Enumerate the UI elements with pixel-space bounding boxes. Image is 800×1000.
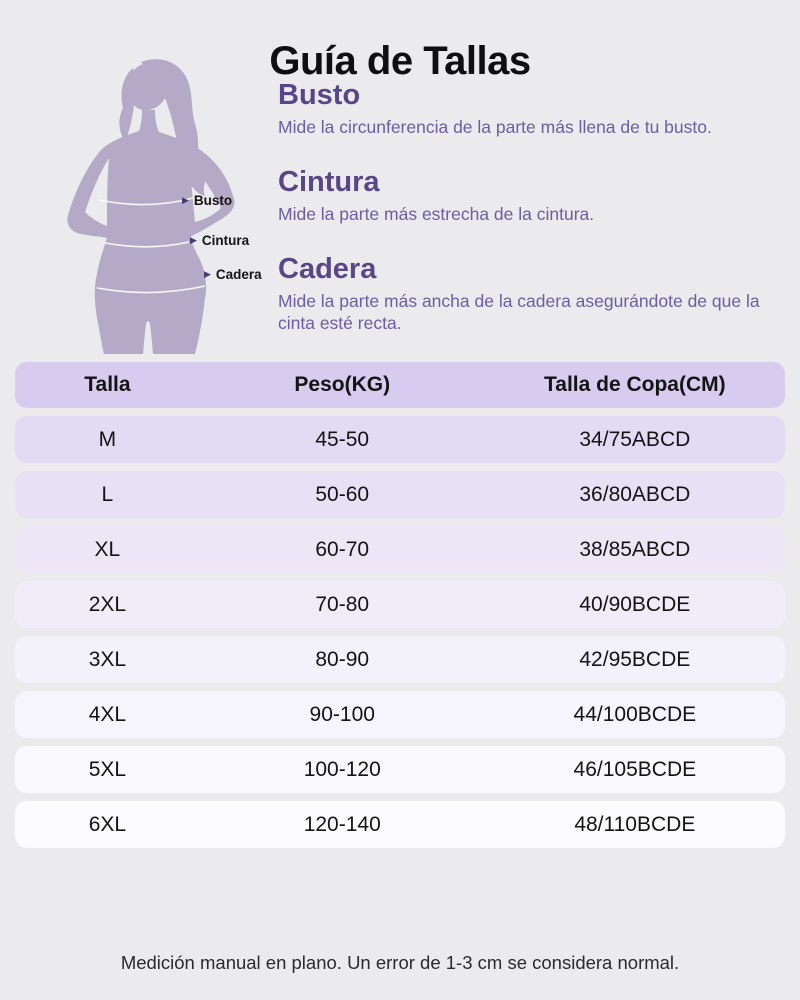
table-header-row <box>15 362 785 408</box>
cell-copa: 46/105BCDE <box>573 757 697 781</box>
cell-peso: 120-140 <box>303 812 381 836</box>
figure-label-cintura <box>190 233 249 248</box>
cell-talla: L <box>101 482 114 506</box>
cell-copa: 34/75ABCD <box>579 427 691 451</box>
section-cintura <box>278 167 790 226</box>
figure-label-busto <box>182 193 232 208</box>
column-header-talla: Talla <box>84 373 131 396</box>
cell-peso: 60-70 <box>315 537 370 561</box>
table-row <box>15 636 785 683</box>
column-header-copa: Talla de Copa(CM) <box>544 373 726 396</box>
page-title: Guía de Tallas <box>269 38 531 83</box>
section-cadera <box>278 254 790 335</box>
cell-peso: 45-50 <box>315 427 370 451</box>
cell-talla: M <box>98 427 117 451</box>
figure-label-text: Busto <box>193 193 233 208</box>
cell-copa: 40/90BCDE <box>579 592 691 616</box>
figure-label-cadera <box>204 267 262 282</box>
cell-talla: 6XL <box>88 812 127 836</box>
figure-label-text: Cadera <box>215 267 262 282</box>
cell-peso: 100-120 <box>303 757 381 781</box>
section-busto <box>278 80 790 139</box>
section-description: Mide la parte más ancha de la cadera asegurándote de que la cinta esté recta. <box>278 290 760 333</box>
cell-peso: 80-90 <box>315 647 370 671</box>
figure-label-text: Cintura <box>201 233 250 248</box>
cell-talla: 3XL <box>88 647 127 671</box>
cell-talla: 2XL <box>88 592 127 616</box>
cell-copa: 48/110BCDE <box>574 812 696 836</box>
table-row <box>15 746 785 793</box>
table-row <box>15 471 785 518</box>
arrow-right-icon: ▶ <box>204 269 211 279</box>
section-heading: Cintura <box>278 166 380 198</box>
cell-peso: 70-80 <box>315 592 370 616</box>
cell-peso: 90-100 <box>309 702 375 726</box>
cell-copa: 38/85ABCD <box>579 537 691 561</box>
arrow-right-icon: ▶ <box>182 195 189 205</box>
column-header-peso: Peso(KG) <box>294 373 391 396</box>
cell-talla: XL <box>94 537 121 561</box>
table-row <box>15 526 785 573</box>
table-row <box>15 691 785 738</box>
arrow-right-icon: ▶ <box>190 235 197 245</box>
section-heading: Cadera <box>278 253 377 285</box>
table-row <box>15 581 785 628</box>
section-description: Mide la circunferencia de la parte más llena de tu busto. <box>278 116 712 137</box>
cell-peso: 50-60 <box>315 482 370 506</box>
section-description: Mide la parte más estrecha de la cintura. <box>278 203 595 224</box>
cell-copa: 36/80ABCD <box>579 482 691 506</box>
size-chart-table <box>15 362 785 856</box>
cell-copa: 42/95BCDE <box>579 647 691 671</box>
cell-talla: 4XL <box>88 702 127 726</box>
table-row <box>15 416 785 463</box>
measurement-disclaimer: Medición manual en plano. Un error de 1-3 cm se considera normal. <box>120 952 680 973</box>
cell-copa: 44/100BCDE <box>573 702 697 726</box>
cell-talla: 5XL <box>88 757 127 781</box>
table-row <box>15 801 785 848</box>
section-heading: Busto <box>278 79 361 111</box>
